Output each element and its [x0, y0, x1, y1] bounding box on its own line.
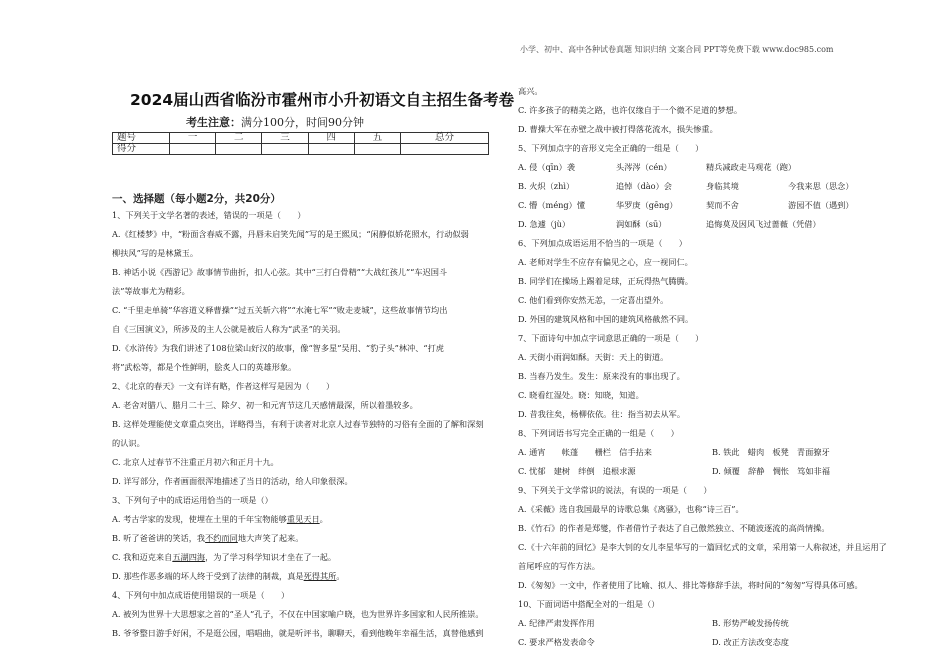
option-prefix: D. 那些作恶多端的坏人终于受到了法律的制裁，真是	[112, 571, 304, 581]
option-cell: 游园不值（遇到）	[788, 200, 854, 210]
option-text: A. 纪律严肃发挥作用	[518, 618, 595, 628]
score-table-header-row	[113, 133, 489, 144]
section-title: 一、选择题（每小题2分，共20分）	[112, 193, 281, 205]
option-suffix: ，为了学习科学知识才坐在了一起。	[205, 552, 337, 562]
option-text: D. 详写部分，作者画面很浑地描述了当日的活动，给人印象很深。	[112, 476, 353, 486]
option-suffix: 。	[319, 514, 328, 524]
option-cell: 今我来思（思念）	[788, 181, 854, 191]
notice-label: 考生注意：	[186, 116, 241, 129]
score-cell: 五	[354, 133, 400, 144]
option-text	[112, 571, 345, 582]
option-text: B. 爷爷整日游手好闲，不是逛公园，唱唱曲，就是听评书，聊聊天，看到他晚年幸福生活，真替他感到	[112, 628, 484, 638]
score-cell: 三	[262, 133, 308, 144]
option-text: C. 要求严格发表命令	[518, 637, 595, 647]
option-text: 自《三国演义》，所涉及的主人公就是被后人称为“武圣”的关羽。	[112, 324, 346, 334]
option-text: B. 同学们在操场上踢着足球，正玩得热气腾腾。	[518, 276, 693, 286]
option-text: D. 曹操大军在赤壁之战中被打得落花流水，损失惨重。	[518, 124, 718, 134]
option-text: D. 昔我往矣，杨柳依依。往：指当初去从军。	[518, 409, 686, 419]
score-table	[112, 132, 489, 155]
option-text: A. 通宵 帐蓬 栅栏 信手拈来	[518, 447, 652, 457]
option-text	[112, 552, 336, 563]
underlined-idiom: 不约而同	[205, 533, 238, 543]
option-text: B. 当春乃发生。发生：原来没有的事出现了。	[518, 371, 685, 381]
option-text: A.《采薇》选自我国最早的诗歌总集《离骚》，也称“诗三百”。	[518, 504, 744, 514]
question-6: 6、下列加点成语运用不恰当的一项是（ ）	[518, 238, 687, 248]
option-text: C. 北京人过春节不注重正月初六和正月十九。	[112, 457, 279, 467]
option-suffix: 地大声笑了起来。	[237, 533, 304, 543]
option-text: D.《水浒传》为我们讲述了108位梁山好汉的故事，像“智多星”吴用、“豹子头”林冲、“打虎	[112, 343, 444, 353]
option-text: D. 外国的建筑风格和中国的建筑风格截然不同。	[518, 314, 694, 324]
option-text: A. 老舍对腊八、腊月二十三、除夕、初一和元宵节这几天感情最深，所以着墨较多。	[112, 400, 418, 410]
score-input-cell[interactable]	[262, 144, 308, 155]
option-cell: D. 急遽（jù）	[518, 219, 571, 229]
score-cell: 四	[308, 133, 354, 144]
question-8: 8、下列词语书写完全正确的一组是（ ）	[518, 428, 679, 438]
page-title: 2024届山西省临汾市霍州市小升初语文自主招生备考卷	[130, 91, 515, 109]
option-text	[112, 533, 303, 544]
underlined-idiom: 重见天日	[286, 514, 320, 524]
option-suffix: 。	[336, 571, 345, 581]
question-4: 4、下列句中加点成语使用错误的一项是（ ）	[112, 590, 290, 600]
score-cell: 二	[216, 133, 262, 144]
question-3: 3、下列句子中的成语运用恰当的一项是（）	[112, 495, 273, 505]
question-9: 9、下列关于文学常识的说法，有误的一项是（ ）	[518, 485, 712, 495]
score-input-cell[interactable]	[170, 144, 216, 155]
option-prefix: B. 听了爸爸讲的笑话，我	[112, 533, 206, 543]
option-cell: C. 懵（méng）懂	[518, 200, 586, 210]
option-cell: 精兵减政走马观花（跑）	[706, 162, 797, 172]
option-text: C. 他们看到你安然无恙，一定喜出望外。	[518, 295, 669, 305]
option-text: C. “千里走单骑”华容道义释曹操”“过五关斩六将”“水淹七军”“败走麦城”，这些故事情节均出	[112, 305, 448, 315]
score-input-cell[interactable]	[401, 144, 489, 155]
notice-text: 满分100分，时间90分钟	[241, 116, 364, 129]
underlined-idiom: 五湖四海	[172, 552, 206, 562]
score-cell: 总分	[401, 133, 489, 144]
option-text: 的认识。	[112, 438, 145, 448]
option-cell: 追悼（dào）会	[616, 181, 672, 191]
option-text: B. 神话小说《西游记》故事情节曲折，扣人心弦。其中“三打白骨精”“大战红孩儿”“车迟国斗	[112, 267, 448, 277]
option-text: D. 改正方法改变态度	[712, 637, 789, 647]
question-2: 2、《北京的春天》一文有详有略，作者这样写是因为（ ）	[112, 381, 335, 391]
score-input-cell[interactable]	[308, 144, 354, 155]
question-1: 1、下列关于文学名著的表述，错误的一项是（ ）	[112, 210, 306, 220]
score-cell: 一	[170, 133, 216, 144]
question-10: 10、下面词语中搭配全对的一组是（）	[518, 599, 660, 609]
question-7: 7、下面诗句中加点字词意思正确的一项是（ ）	[518, 333, 704, 343]
score-cell: 得分	[113, 144, 170, 155]
option-text: C. 忧郁 建树 绊倒 追根求源	[518, 466, 636, 476]
option-text: C. 许多孩子的精美之路，也许仅缘自于一个微不足道的梦想。	[518, 105, 743, 115]
score-input-cell[interactable]	[216, 144, 262, 155]
option-cell: 追悔莫及因风飞过蔷薇（凭借）	[706, 219, 821, 229]
option-text: B. 这样处理能使文章重点突出，详略得当，有利于读者对北京人过春节独特的习俗有全面的了解和深刻	[112, 419, 484, 429]
option-text: C.《十六年前的回忆》是李大钊的女儿李星华写的一篇回忆式的文章，采用第一人称叙述，并且运用了	[518, 542, 887, 552]
option-cell: 契而不舍	[706, 200, 739, 210]
header-note: 小学、初中、高中各种试卷真题 知识归纳 文案合同 PPT等免费下载 www.doc985.com	[520, 45, 834, 54]
option-cell: 头涔涔（cén）	[616, 162, 672, 172]
option-text: B. 形势严峻发扬传统	[712, 618, 789, 628]
option-text: 首尾呼应的写作方法。	[518, 561, 600, 571]
option-text: D.《匆匆》一文中，作者使用了比喻、拟人、排比等修辞手法，将时间的“匆匆”写得具体可感。	[518, 580, 863, 590]
option-cell: 华罗庚（gēng）	[616, 200, 678, 210]
score-table-score-row	[113, 144, 489, 155]
option-text: A. 老师对学生不应存有偏见之心，应一视同仁。	[518, 257, 693, 267]
option-text: 柳扶风”写的是林黛玉。	[112, 248, 199, 258]
option-cell: B. 火炽（zhì）	[518, 181, 575, 191]
option-text: A. 天街小雨润如酥。天街：天上的街道。	[518, 352, 669, 362]
option-text: C. 晓看红湿处。晓：知晓，知道。	[518, 390, 644, 400]
exam-notice	[186, 114, 364, 130]
option-text: 法”等故事尤为精彩。	[112, 286, 190, 296]
option-text: 高兴。	[518, 86, 543, 96]
option-cell: 身临其境	[706, 181, 739, 191]
score-cell: 题号	[113, 133, 170, 144]
underlined-idiom: 死得其所	[303, 571, 337, 581]
option-cell: A. 侵（qīn）袭	[518, 162, 576, 172]
option-text: B.《竹石》的作者是郑燮，作者借竹子表达了自己傲然独立、不随波逐流的高尚情操。	[518, 523, 830, 533]
score-input-cell[interactable]	[354, 144, 400, 155]
question-5: 5、下列加点字的音形义完全正确的一组是（ ）	[518, 143, 704, 153]
option-cell: 润如酥（sū）	[616, 219, 667, 229]
option-prefix: A. 考古学家的发现，使埋在土里的千年宝物能够	[112, 514, 287, 524]
option-text: A.《红楼梦》中，“粉面含春威不露，丹唇未启笑先闻”写的是王熙凤；“闲静似娇花照水，行动似弱	[112, 229, 469, 239]
option-text	[112, 514, 328, 525]
option-text: D. 倾覆 辞静 惆怅 笃如非福	[712, 466, 830, 476]
option-text: 将”武松等，都是个性鲜明，脍炙人口的英雄形象。	[112, 362, 297, 372]
option-text: B. 铁此 蜡肉 板凳 青面獠牙	[712, 447, 830, 457]
option-text: A. 被列为世界十大思想家之首的“圣人”孔子，不仅在中国家喻户晓，也为世界许多国家和人民所推崇。	[112, 609, 484, 619]
option-prefix: C. 我和迈克来自	[112, 552, 173, 562]
